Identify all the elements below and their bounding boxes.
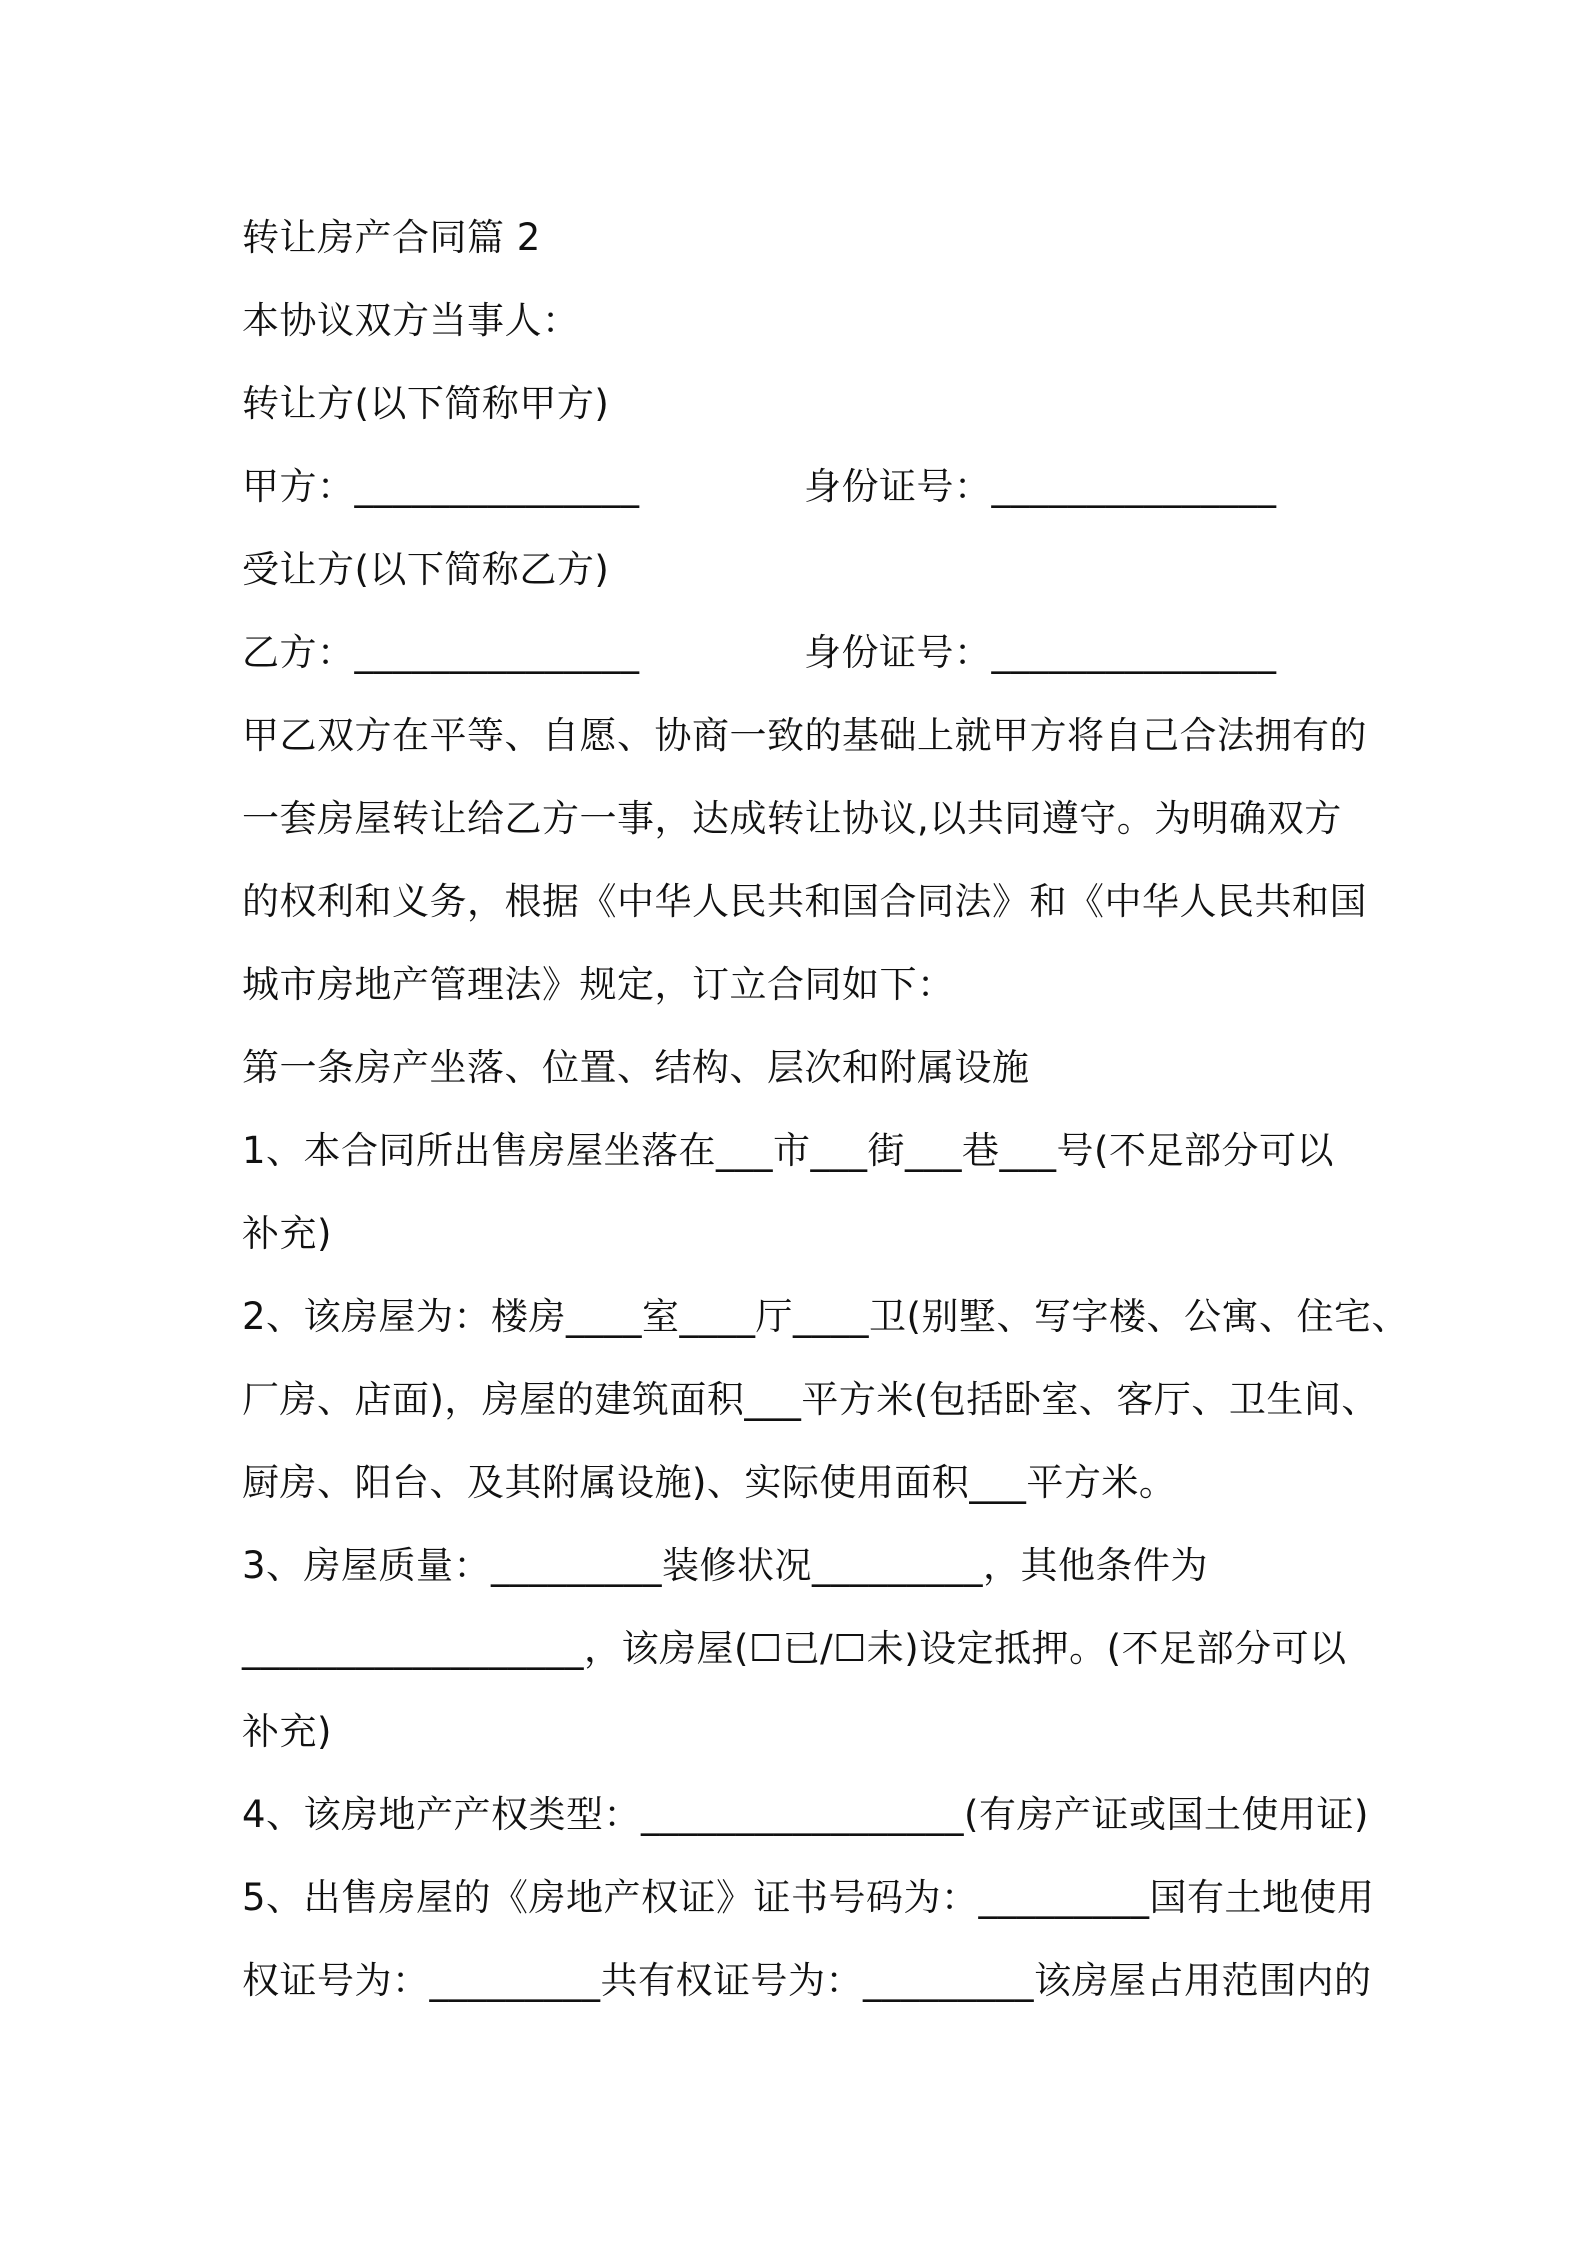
document-body [242, 196, 1409, 2022]
clause-line: 3、房屋质量：_________装修状况_________，其他条件为 [242, 1544, 1209, 1587]
clause-line: 2、该房屋为：楼房____室____厅____卫(别墅、写字楼、公寓、住宅、 [242, 1295, 1409, 1338]
clause-line: 补充) [242, 1710, 332, 1753]
body-line: 的权利和义务，根据《中华人民共和国合同法》和《中华人民共和国 [242, 880, 1367, 923]
party-a-name-field: 甲方：_______________ [242, 465, 640, 508]
clause-line: 1、本合同所出售房屋坐落在___市___街___巷___号(不足部分可以 [242, 1129, 1334, 1172]
document-title: 转让房产合同篇 2 [242, 216, 541, 259]
party-b-name-field: 乙方：_______________ [242, 631, 640, 674]
parties-heading: 本协议双方当事人： [242, 299, 580, 342]
body-line: 一套房屋转让给乙方一事，达成转让协议,以共同遵守。为明确双方 [242, 797, 1342, 840]
body-line: 甲乙双方在平等、自愿、协商一致的基础上就甲方将自己合法拥有的 [242, 714, 1367, 757]
party-a-id-field: 身份证号：_______________ [804, 465, 1277, 508]
transferor-label: 转让方(以下简称甲方) [242, 382, 610, 425]
clause-line: 权证号为：_________共有权证号为：_________该房屋占用范围内的 [242, 1959, 1372, 2002]
clause-line: 补充) [242, 1212, 332, 1255]
party-a-row [242, 445, 1362, 528]
party-b-row [242, 611, 1362, 694]
clause-line: 厨房、阳台、及其附属设施)、实际使用面积___平方米。 [242, 1461, 1177, 1504]
clause-line: __________________，该房屋(☐已/☐未)设定抵押。(不足部分可以 [242, 1627, 1347, 1670]
transferee-label: 受让方(以下简称乙方) [242, 548, 610, 591]
body-line: 城市房地产管理法》规定，订立合同如下： [242, 963, 955, 1006]
party-b-id-field: 身份证号：_______________ [804, 631, 1277, 674]
article-heading: 第一条房产坐落、位置、结构、层次和附属设施 [242, 1046, 1030, 1089]
clause-line: 厂房、店面)，房屋的建筑面积___平方米(包括卧室、客厅、卫生间、 [242, 1378, 1379, 1421]
clause-line: 4、该房地产产权类型：_________________(有房产证或国土使用证) [242, 1793, 1369, 1836]
clause-line: 5、出售房屋的《房地产权证》证书号码为：_________国有土地使用 [242, 1876, 1375, 1919]
